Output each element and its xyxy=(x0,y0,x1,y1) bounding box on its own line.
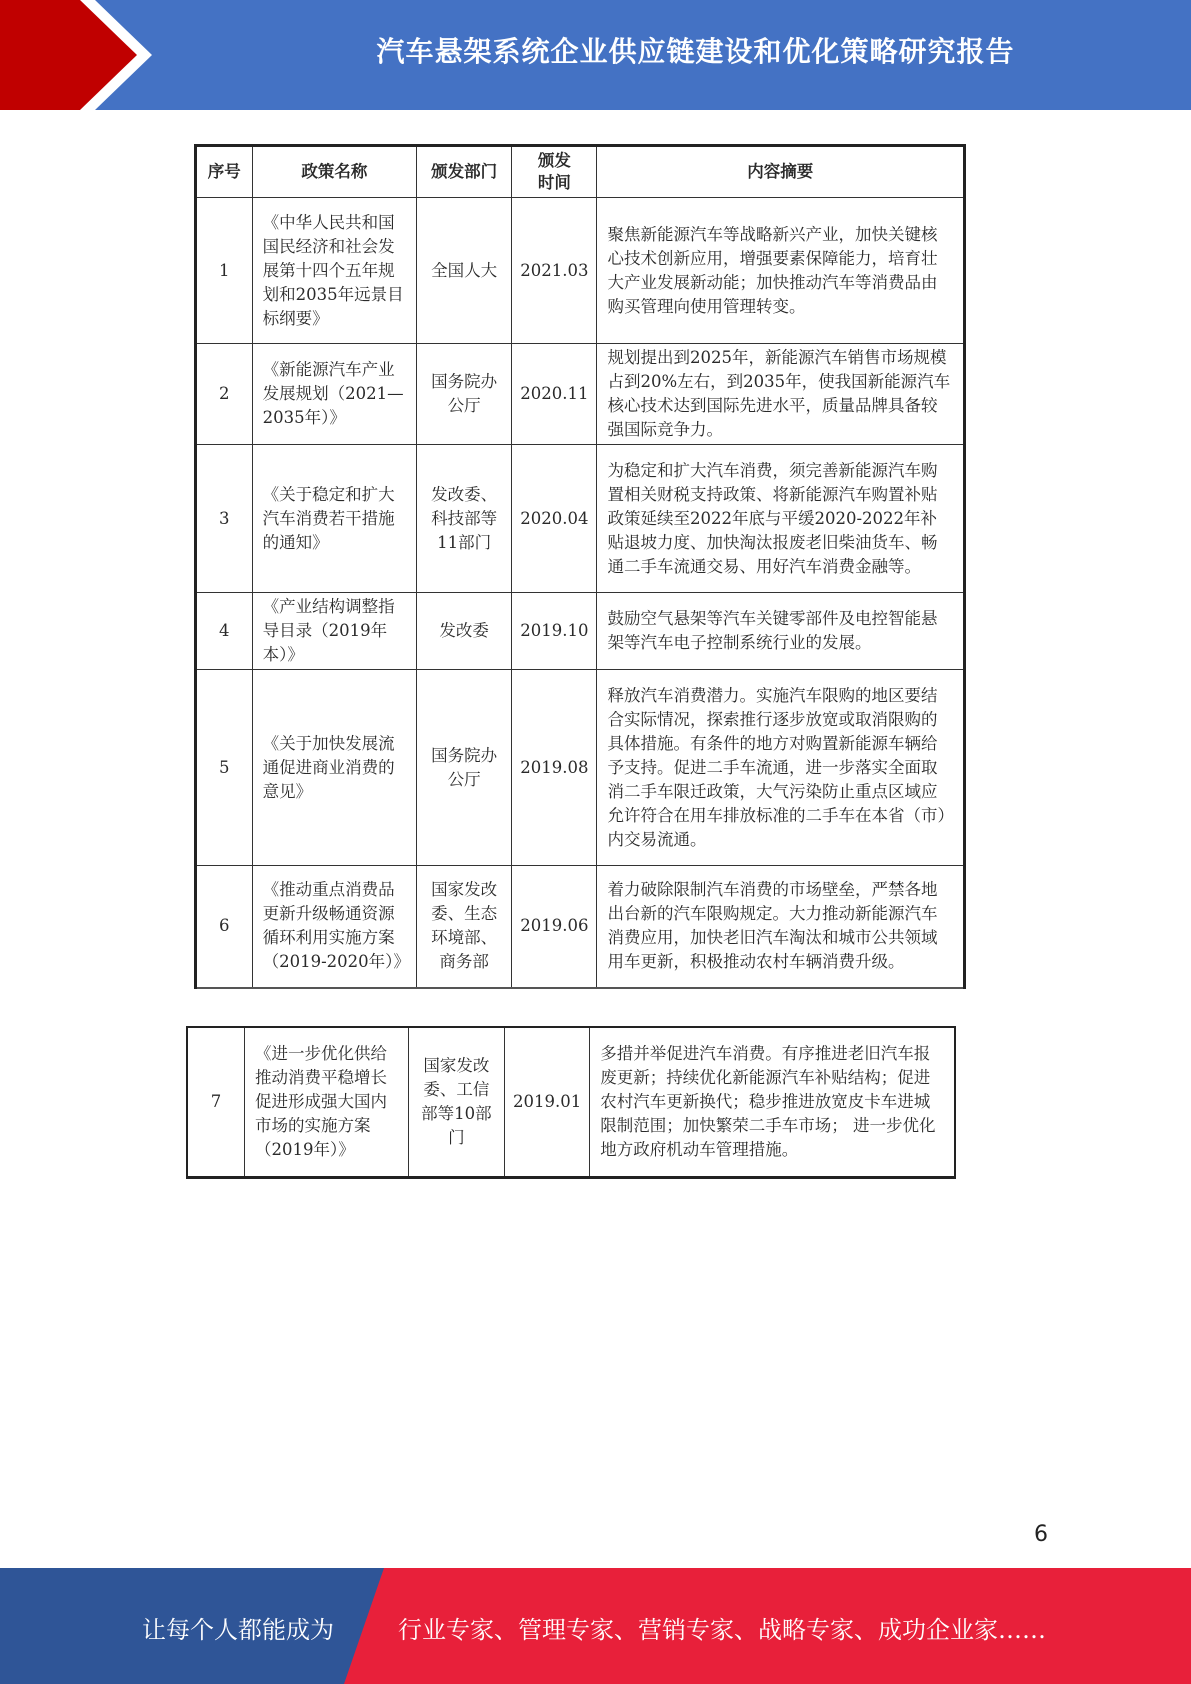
page-title: 汽车悬架系统企业供应链建设和优化策略研究报告 xyxy=(376,35,1015,68)
row-date: 2019.10 xyxy=(512,593,597,670)
header-bar xyxy=(0,0,1191,110)
table-row xyxy=(196,670,965,866)
footer-slogan-right: 行业专家、管理专家、营销专家、战略专家、成功企业家…… xyxy=(398,1616,1046,1644)
row-date: 2019.01 xyxy=(505,1027,590,1177)
table-row xyxy=(196,198,965,344)
header-dept: 颁发部门 xyxy=(417,146,512,198)
row-name: 《推动重点消费品更新升级畅通资源循环利用实施方案（2019-2020年）》 xyxy=(252,866,417,988)
row-dept: 国家发改委、工信部等10部门 xyxy=(408,1027,504,1177)
row-name: 《关于加快发展流通促进商业消费的意见》 xyxy=(252,670,417,866)
row-dept: 发改委、科技部等11部门 xyxy=(417,445,512,593)
footer-bar xyxy=(0,1568,1191,1684)
row-dept: 国家发改委、生态环境部、商务部 xyxy=(417,866,512,988)
row-name: 《中华人民共和国国民经济和社会发展第十四个五年规划和2035年远景目标纲要》 xyxy=(252,198,417,344)
row-date: 2020.11 xyxy=(512,344,597,445)
row-no: 7 xyxy=(187,1027,245,1177)
header-name: 政策名称 xyxy=(252,146,417,198)
row-dept: 全国人大 xyxy=(417,198,512,344)
row-no: 6 xyxy=(196,866,253,988)
footer-slogan-left: 让每个人都能成为 xyxy=(142,1616,334,1644)
table-row xyxy=(196,445,965,593)
row-name: 《关于稳定和扩大汽车消费若干措施的通知》 xyxy=(252,445,417,593)
row-date: 2019.08 xyxy=(512,670,597,866)
row-no: 5 xyxy=(196,670,253,866)
row-date: 2021.03 xyxy=(512,198,597,344)
table-row xyxy=(196,344,965,445)
row-no: 1 xyxy=(196,198,253,344)
table-row xyxy=(196,866,965,988)
row-dept: 国务院办公厅 xyxy=(417,670,512,866)
row-summary: 释放汽车消费潜力。实施汽车限购的地区要结合实际情况，探索推行逐步放宽或取消限购的具体措施。有条件的地方对购置新能源车辆给予支持。促进二手车流通，进一步落实全面取消二手车限迁政策，大气污染防止重点区域应允许符合在用车排放标准的二手车在本省（市）内交易流通。 xyxy=(597,670,965,866)
row-name: 《产业结构调整指导目录（2019年本）》 xyxy=(252,593,417,670)
row-summary: 着力破除限制汽车消费的市场壁垒，严禁各地出台新的汽车限购规定。大力推动新能源汽车消费应用，加快老旧汽车淘汰和城市公共领域用车更新，积极推动农村车辆消费升级。 xyxy=(597,866,965,988)
policy-table-continued xyxy=(186,1026,956,1179)
row-name: 《进一步优化供给推动消费平稳增长促进形成强大国内市场的实施方案（2019年）》 xyxy=(245,1027,409,1177)
row-summary: 规划提出到2025年，新能源汽车销售市场规模占到20%左右，到2035年，使我国新能源汽车核心技术达到国际先进水平，质量品牌具备较强国际竞争力。 xyxy=(597,344,965,445)
header-no: 序号 xyxy=(196,146,253,198)
row-no: 3 xyxy=(196,445,253,593)
row-summary: 聚焦新能源汽车等战略新兴产业，加快关键核心技术创新应用，增强要素保障能力，培育壮大产业发展新动能；加快推动汽车等消费品由购买管理向使用管理转变。 xyxy=(597,198,965,344)
policy-table xyxy=(194,144,966,989)
header-summary: 内容摘要 xyxy=(597,146,965,198)
header-date: 颁发时间 xyxy=(512,146,597,198)
table-row xyxy=(187,1027,955,1177)
row-summary: 为稳定和扩大汽车消费，须完善新能源汽车购置相关财税支持政策、将新能源汽车购置补贴政策延续至2022年底与平缓2020-2022年补贴退坡力度、加快淘汰报废老旧柴油货车、畅通二手车流通交易、用好汽车消费金融等。 xyxy=(597,445,965,593)
row-no: 4 xyxy=(196,593,253,670)
row-no: 2 xyxy=(196,344,253,445)
row-summary: 鼓励空气悬架等汽车关键零部件及电控智能悬架等汽车电子控制系统行业的发展。 xyxy=(597,593,965,670)
table-row xyxy=(196,593,965,670)
row-date: 2020.04 xyxy=(512,445,597,593)
row-name: 《新能源汽车产业发展规划（2021—2035年）》 xyxy=(252,344,417,445)
row-dept: 发改委 xyxy=(417,593,512,670)
header-chevron-icon xyxy=(0,0,160,110)
page-number: 6 xyxy=(1034,1522,1048,1547)
row-dept: 国务院办公厅 xyxy=(417,344,512,445)
row-summary: 多措并举促进汽车消费。有序推进老旧汽车报废更新；持续优化新能源汽车补贴结构；促进农村汽车更新换代；稳步推进放宽皮卡车进城限制范围；加快繁荣二手车市场； 进一步优化地方政府机动车管理措施。 xyxy=(590,1027,955,1177)
table-header-row xyxy=(196,146,965,198)
row-date: 2019.06 xyxy=(512,866,597,988)
